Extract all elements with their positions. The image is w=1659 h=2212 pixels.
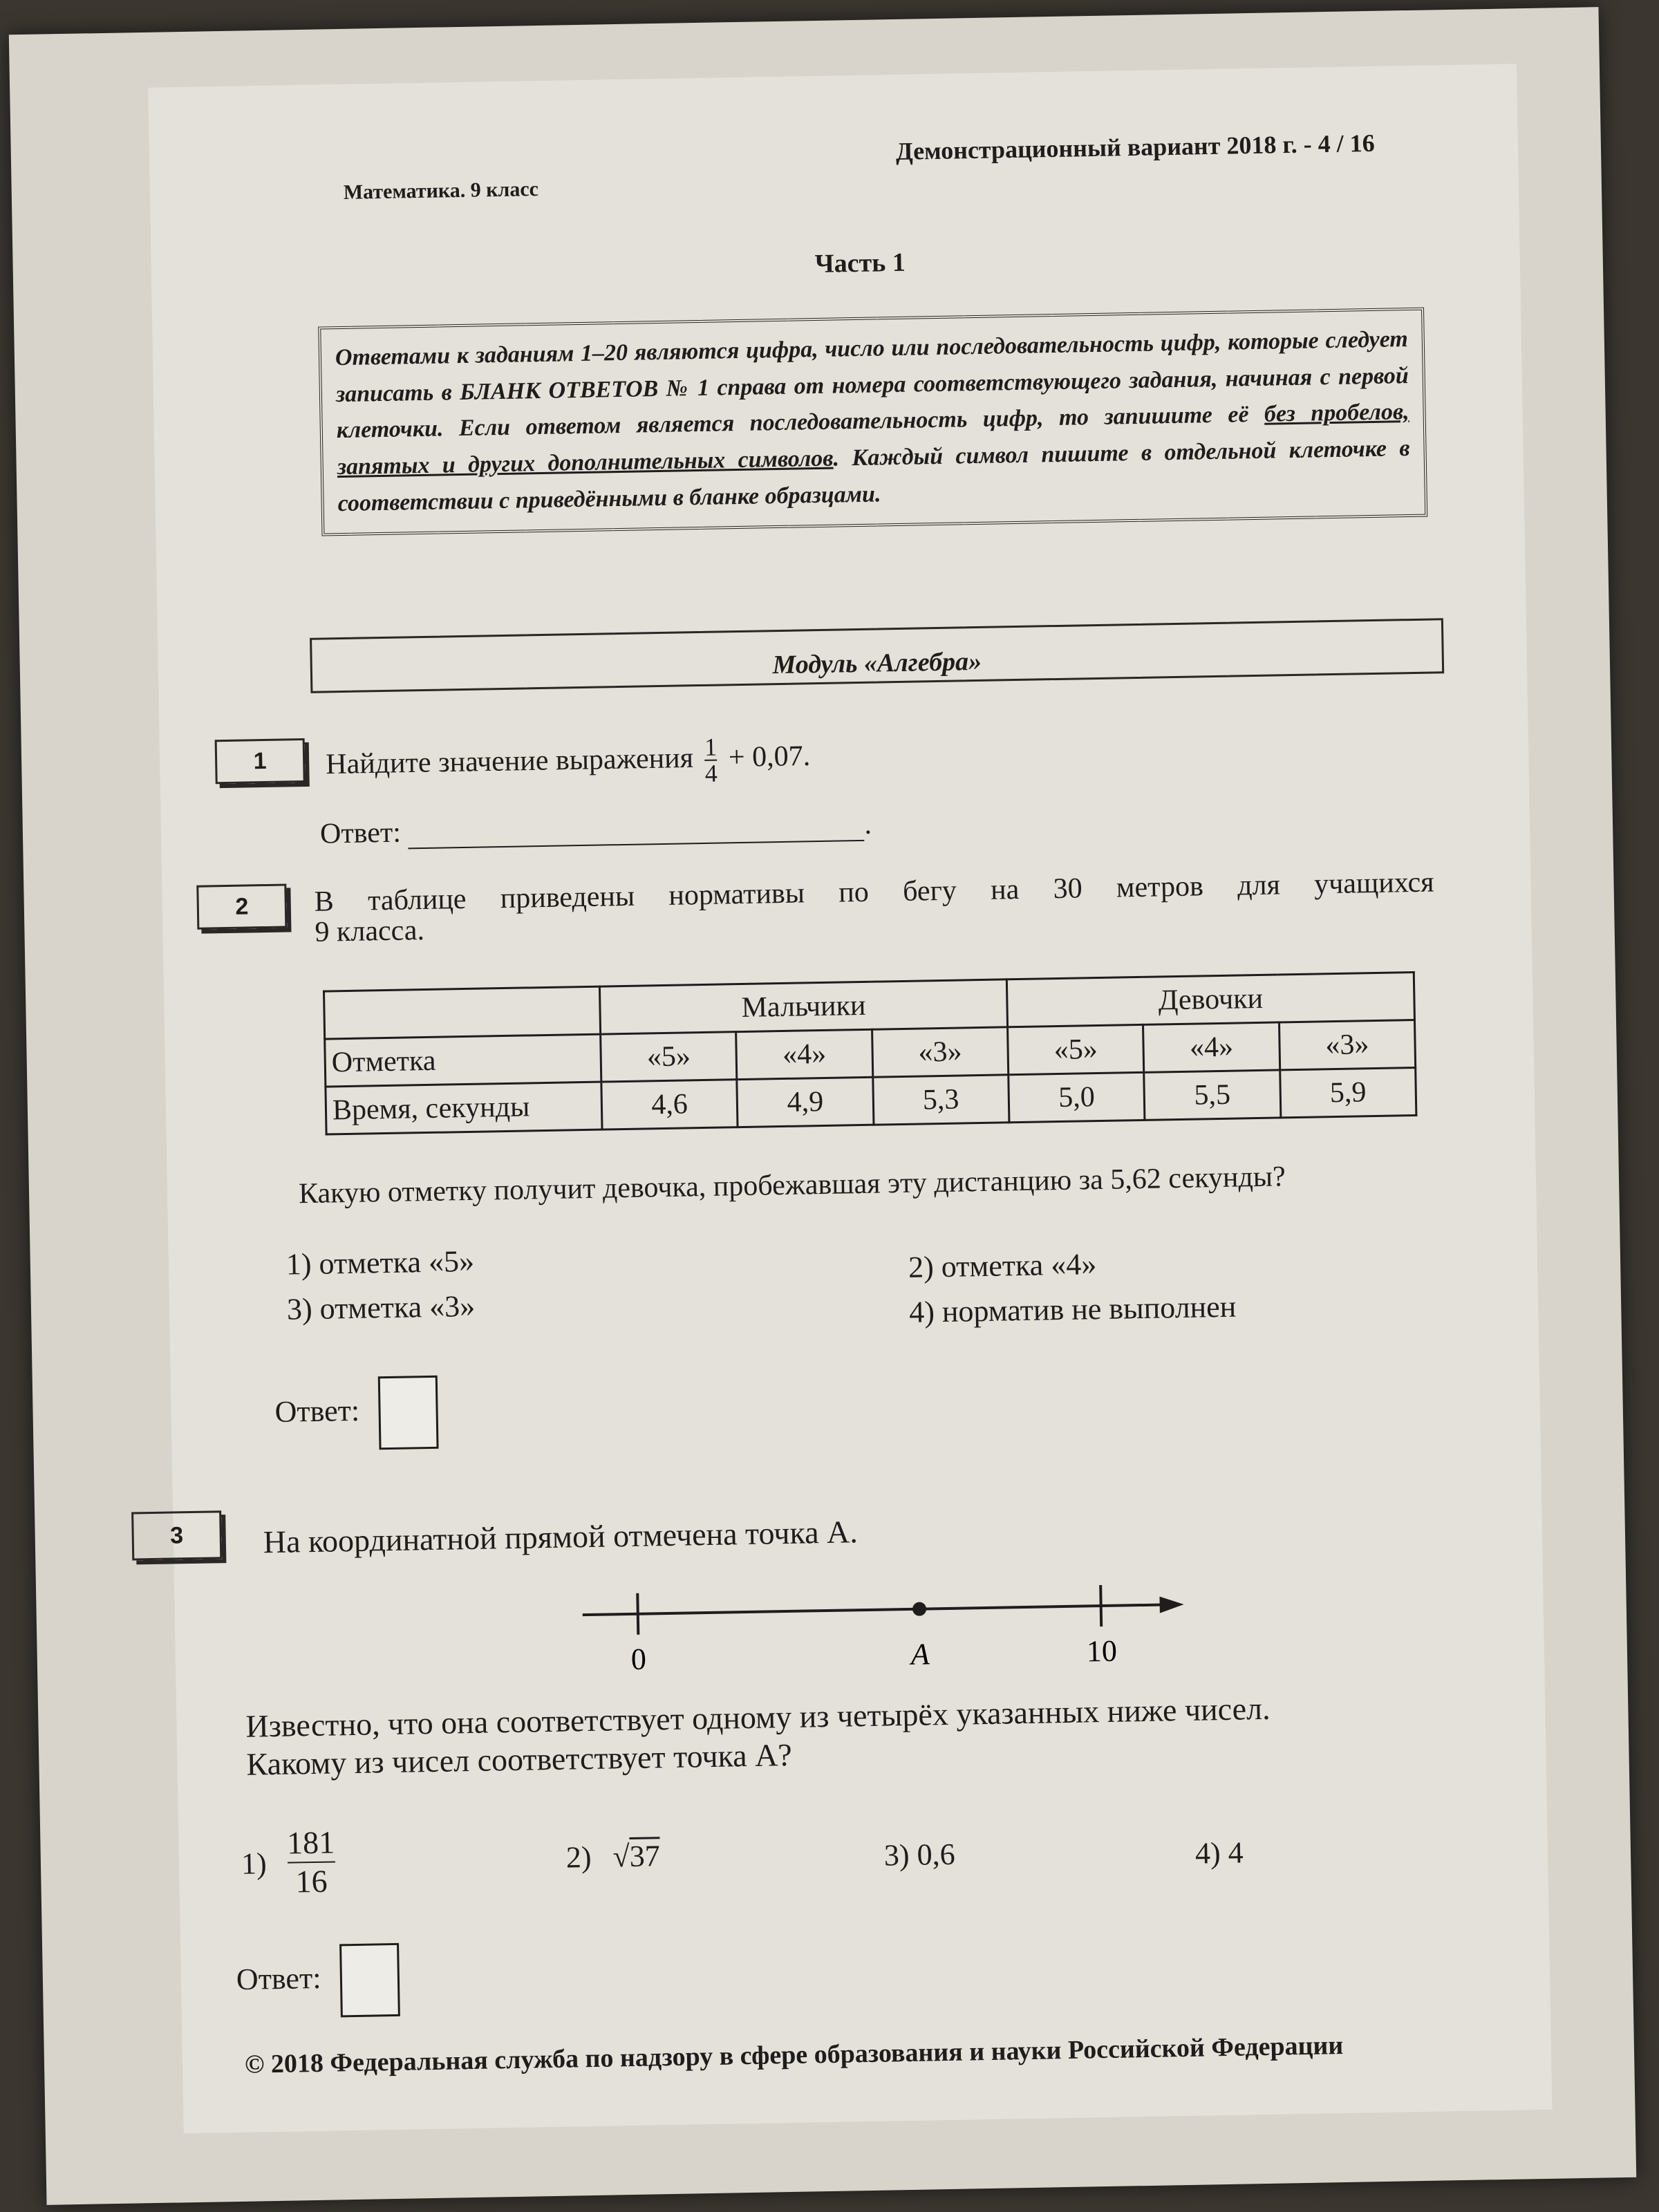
task3-option-4: 4) 4 <box>1194 1835 1244 1871</box>
task-number-2-text: 2 <box>235 892 249 920</box>
task1-text: Найдите значение выражения <box>325 742 694 781</box>
table-cell: «5» <box>1008 1024 1145 1074</box>
task3-option-3: 3) 0,6 <box>883 1837 956 1873</box>
axis-label-zero: 0 <box>630 1642 647 1676</box>
task3-text: На координатной прямой отмечена точка A. <box>263 1514 859 1560</box>
task3-answer-label: Ответ: <box>236 1960 321 1997</box>
task1-answer-label: Ответ: <box>319 816 402 850</box>
task2-answer-box[interactable] <box>377 1376 438 1450</box>
task2-option-1: 1) отметка «5» <box>285 1244 475 1282</box>
instructions-text-end: . Каждый символ пишите в отдельной клеточке в соответствии с приведёнными в бланке образцами. <box>337 435 1410 516</box>
task3-option-1 <box>241 1826 339 1898</box>
task3-opt2-radicand: 37 <box>629 1837 660 1873</box>
table-cell: 5,5 <box>1144 1070 1281 1120</box>
table-group-boys: Мальчики <box>599 980 1007 1034</box>
instructions-box <box>318 308 1427 536</box>
task3-opt1-fraction <box>286 1824 336 1900</box>
axis-arrow <box>1159 1596 1183 1613</box>
instructions-underlined: без пробелов, запятых и других дополнительных символов <box>337 399 1409 480</box>
table-cell: «5» <box>601 1032 738 1082</box>
task1-text-tail: + 0,07. <box>728 740 811 774</box>
table-cell: 5,9 <box>1280 1068 1416 1118</box>
table-cell: «3» <box>1279 1020 1416 1070</box>
task-number-2 <box>196 883 287 929</box>
table-cell: 5,0 <box>1009 1072 1145 1122</box>
table-cell: 4,6 <box>601 1080 738 1130</box>
norms-table <box>323 971 1417 1136</box>
exam-page <box>9 7 1636 2205</box>
task3-opt1-prefix: 1) <box>241 1846 268 1881</box>
axis-label-a: A <box>910 1637 930 1671</box>
instructions-text: Ответами к заданиям 1–20 являются цифра, число или последовательность цифр, которые следует записать в БЛАНК ОТВЕТОВ № 1 справа от номера соответствующего задания, начиная с первой клеточки. Если ответом является последовательность цифр, то запишите её <box>335 326 1409 444</box>
coordinate-line <box>575 1577 1185 1684</box>
task2-text-line1: В таблице приведены нормативы по бегу на 30 метров для учащихся <box>314 866 1434 918</box>
task1-answer-tail: . <box>863 808 872 841</box>
task-number-3 <box>131 1510 222 1560</box>
task3-opt1-den: 16 <box>295 1863 328 1900</box>
task3-question-line1: Известно, что она соответствует одному из четырёх указанных ниже чисел. <box>245 1690 1271 1744</box>
table-row-label-marks: Отметка <box>325 1034 601 1087</box>
task-number-1-text: 1 <box>253 747 267 774</box>
task2-option-4: 4) норматив не выполнен <box>908 1289 1237 1329</box>
table-cell: «4» <box>1143 1022 1280 1072</box>
table-cell-empty <box>324 986 600 1039</box>
task2-subquestion: Какую отметку получит девочка, пробежавшая эту дистанцию за 5,62 секунды? <box>298 1161 1286 1210</box>
task3-option-2 <box>565 1838 660 1875</box>
table-group-girls: Девочки <box>1006 973 1414 1027</box>
task3-answer <box>236 1943 400 2019</box>
task1-fraction <box>704 735 718 786</box>
task-number-3-text: 3 <box>169 1521 184 1549</box>
table-row-label-time: Время, секунды <box>326 1082 602 1134</box>
task3-answer-box[interactable] <box>339 1943 400 2017</box>
task2-text-line2: 9 класса. <box>315 915 425 948</box>
task2-option-3: 3) отметка «3» <box>286 1288 476 1327</box>
subject-header: Математика. 9 класс <box>343 177 539 204</box>
task3-question-line2: Какому из чисел соответствует точка A? <box>246 1737 793 1782</box>
axis-line <box>583 1605 1163 1615</box>
sqrt-icon: √ <box>612 1839 630 1874</box>
module-title-text: Модуль «Алгебра» <box>772 646 982 680</box>
variant-header: Демонстрационный вариант 2018 г. - 4 / 16 <box>895 129 1375 165</box>
table-cell: 5,3 <box>872 1075 1009 1125</box>
table-cell: «4» <box>736 1029 873 1079</box>
tick-zero <box>637 1593 638 1635</box>
axis-label-ten: 10 <box>1086 1633 1118 1669</box>
task1-question <box>326 733 811 792</box>
table-cell: 4,9 <box>737 1077 874 1127</box>
part-title: Часть 1 <box>814 247 906 279</box>
tick-ten <box>1100 1585 1101 1627</box>
task1-frac-num: 1 <box>704 733 718 761</box>
task2-answer-label: Ответ: <box>274 1393 360 1429</box>
table-cell: «3» <box>872 1027 1009 1077</box>
task2-option-2: 2) отметка «4» <box>908 1247 1097 1284</box>
task2-answer <box>274 1376 438 1452</box>
task3-opt2-prefix: 2) <box>565 1840 592 1875</box>
point-a <box>912 1602 926 1615</box>
task-number-1 <box>215 738 306 784</box>
task1-frac-den: 4 <box>704 759 718 787</box>
copyright: © 2018 Федеральная служба по надзору в сфере образования и науки Российской Федерации <box>244 2031 1344 2079</box>
task3-opt1-num: 181 <box>286 1824 335 1861</box>
